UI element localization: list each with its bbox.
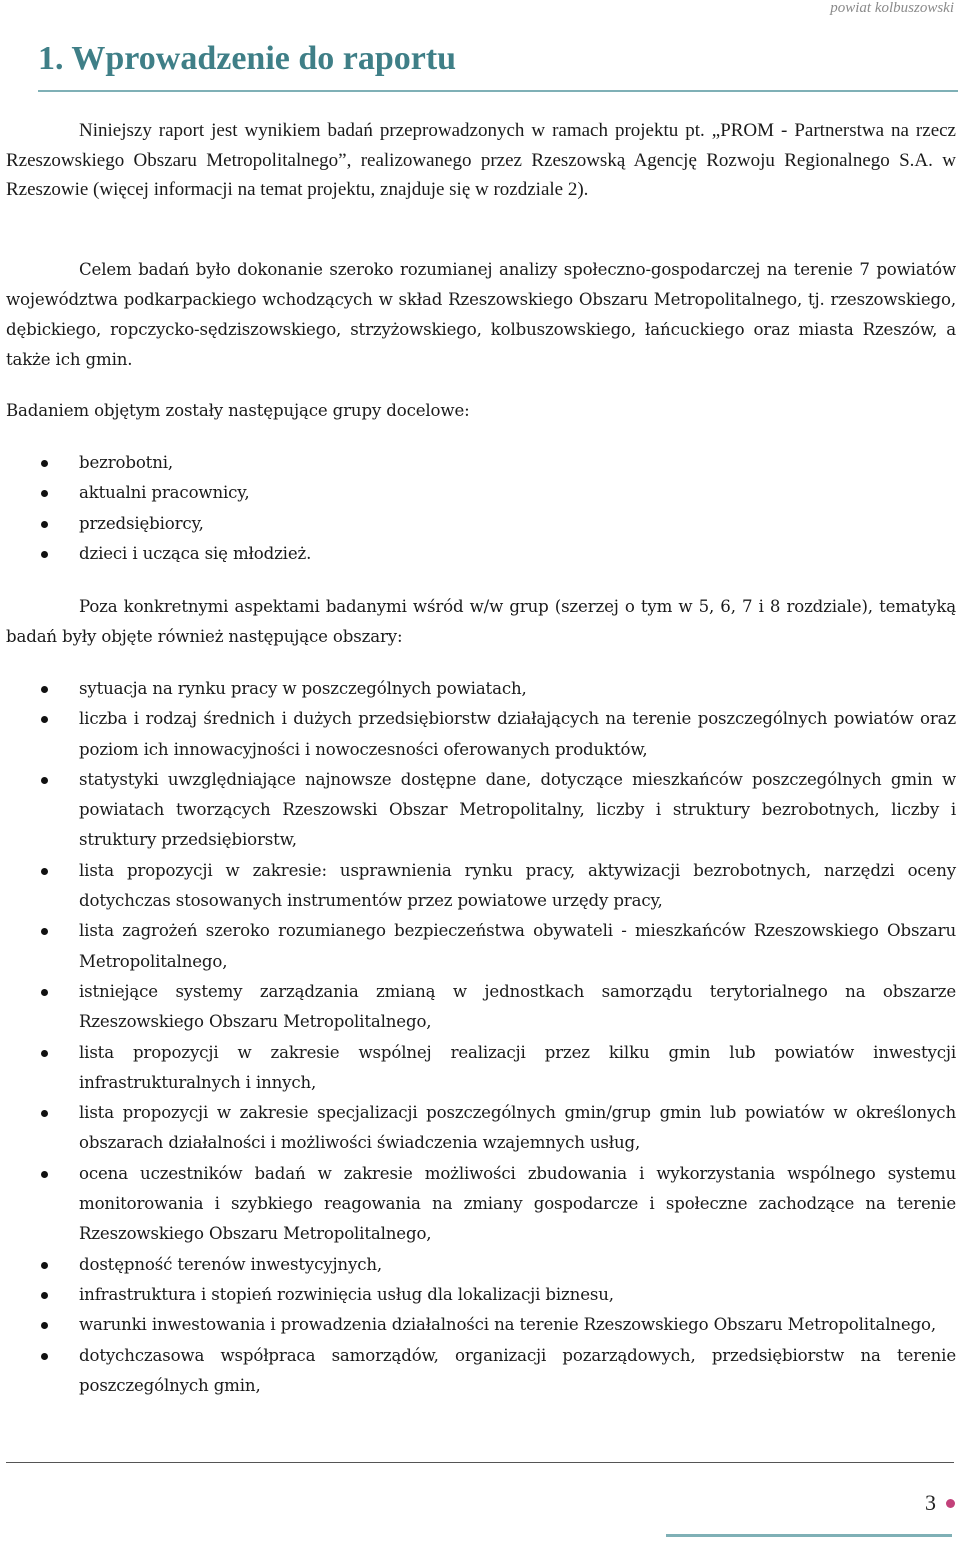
bullet-icon [41, 490, 48, 497]
bullet-icon [41, 868, 48, 875]
bullet-icon [41, 989, 48, 996]
list-item: sytuacja na rynku pracy w poszczególnych powiatach, [6, 674, 956, 704]
list-item: lista zagrożeń szeroko rozumianego bezpieczeństwa obywateli - mieszkańców Rzeszowskiego Obszaru Metropolitalnego, [6, 916, 956, 977]
list-item: statystyki uwzględniające najnowsze dostępne dane, dotyczące mieszkańców poszczególnych gmin w powiatach tworzących Rzeszowski Obszar Metropolitalny, liczby i struktury bezrobotnych, liczby i struktury przedsiębiorstw, [6, 765, 956, 856]
bullet-icon [41, 1353, 48, 1360]
list-item: liczba i rodzaj średnich i dużych przedsiębiorstw działających na terenie poszczególnych powiatów oraz poziom ich innowacyjności i nowoczesności oferowanych produktów, [6, 704, 956, 765]
list-item: lista propozycji w zakresie: usprawnienia rynku pracy, aktywizacji bezrobotnych, narzędzi oceny dotychczas stosowanych instrumentów przez powiatowe urzędy pracy, [6, 856, 956, 917]
page-dot-icon [946, 1499, 955, 1508]
footer-accent-line [666, 1534, 952, 1537]
list-item: dzieci i ucząca się młodzież. [6, 539, 956, 569]
bullet-icon [41, 716, 48, 723]
list-item: aktualni pracownicy, [6, 478, 956, 508]
list-item: lista propozycji w zakresie specjalizacji poszczególnych gmin/grup gmin lub powiatów w określonych obszarach działalności i możliwości świadczenia wzajemnych usług, [6, 1098, 956, 1159]
bullet-icon [41, 928, 48, 935]
running-header: powiat kolbuszowski [830, 0, 954, 16]
title-underline [38, 90, 958, 92]
bullet-icon [41, 551, 48, 558]
section-title: 1. Wprowadzenie do raportu [38, 40, 457, 77]
bullet-icon [41, 777, 48, 784]
areas-intro-paragraph: Poza konkretnymi aspektami badanymi wśród w/w grup (szerzej o tym w 5, 6, 7 i 8 rozdziale), tematyką badań były objęte również następujące obszary: [6, 597, 956, 646]
list-item: infrastruktura i stopień rozwinięcia usług dla lokalizacji biznesu, [6, 1280, 956, 1310]
bullet-icon [41, 1171, 48, 1178]
list-item: istniejące systemy zarządzania zmianą w jednostkach samorządu terytorialnego na obszarze Rzeszowskiego Obszaru Metropolitalnego, [6, 977, 956, 1038]
research-areas-list [6, 674, 956, 1401]
bullet-icon [41, 521, 48, 528]
bullet-icon [41, 1262, 48, 1269]
bullet-icon [41, 1110, 48, 1117]
goal-paragraph: Celem badań było dokonanie szeroko rozumianej analizy społeczno-gospodarczej na terenie 7 powiatów województwa podkarpackiego wchodzących w skład Rzeszowskiego Obszaru Metropolitalnego, tj. rzeszowskiego, dębickiego, ropczycko-sędziszowskiego, strzyżowskiego, kolbuszowskiego, łańcuckiego oraz miasta Rzeszów, a także ich gmin. [6, 260, 956, 369]
list-item: ocena uczestników badań w zakresie możliwości zbudowania i wykorzystania wspólnego systemu monitorowania i szybkiego reagowania na zmiany gospodarcze i społeczne zachodzące na terenie Rzeszowskiego Obszaru Metropolitalnego, [6, 1159, 956, 1250]
list-item: bezrobotni, [6, 448, 956, 478]
bullet-icon [41, 686, 48, 693]
intro-paragraph: Niniejszy raport jest wynikiem badań przeprowadzonych w ramach projektu pt. „PROM - Partnerstwa na rzecz Rzeszowskiego Obszaru Metropolitalnego”, realizowanego przez Rzeszowską Agencję Rozwoju Regionalnego S.A. w Rzeszowie (więcej informacji na temat projektu, znajduje się w rozdziale 2). [6, 120, 956, 200]
bullet-icon [41, 1292, 48, 1299]
list-item: dotychczasowa współpraca samorządów, organizacji pozarządowych, przedsiębiorstw na terenie poszczególnych gmin, [6, 1341, 956, 1402]
list-item: przedsiębiorcy, [6, 509, 956, 539]
footer-divider [6, 1462, 954, 1463]
groups-intro-paragraph: Badaniem objętym zostały następujące grupy docelowe: [6, 401, 470, 420]
list-item: lista propozycji w zakresie wspólnej realizacji przez kilku gmin lub powiatów inwestycji infrastrukturalnych i innych, [6, 1038, 956, 1099]
bullet-icon [41, 1322, 48, 1329]
target-groups-list [6, 448, 956, 569]
bullet-icon [41, 1050, 48, 1057]
list-item: warunki inwestowania i prowadzenia działalności na terenie Rzeszowskiego Obszaru Metropolitalnego, [6, 1310, 956, 1340]
bullet-icon [41, 460, 48, 467]
page-number: 3 [925, 1490, 936, 1515]
list-item: dostępność terenów inwestycyjnych, [6, 1250, 956, 1280]
